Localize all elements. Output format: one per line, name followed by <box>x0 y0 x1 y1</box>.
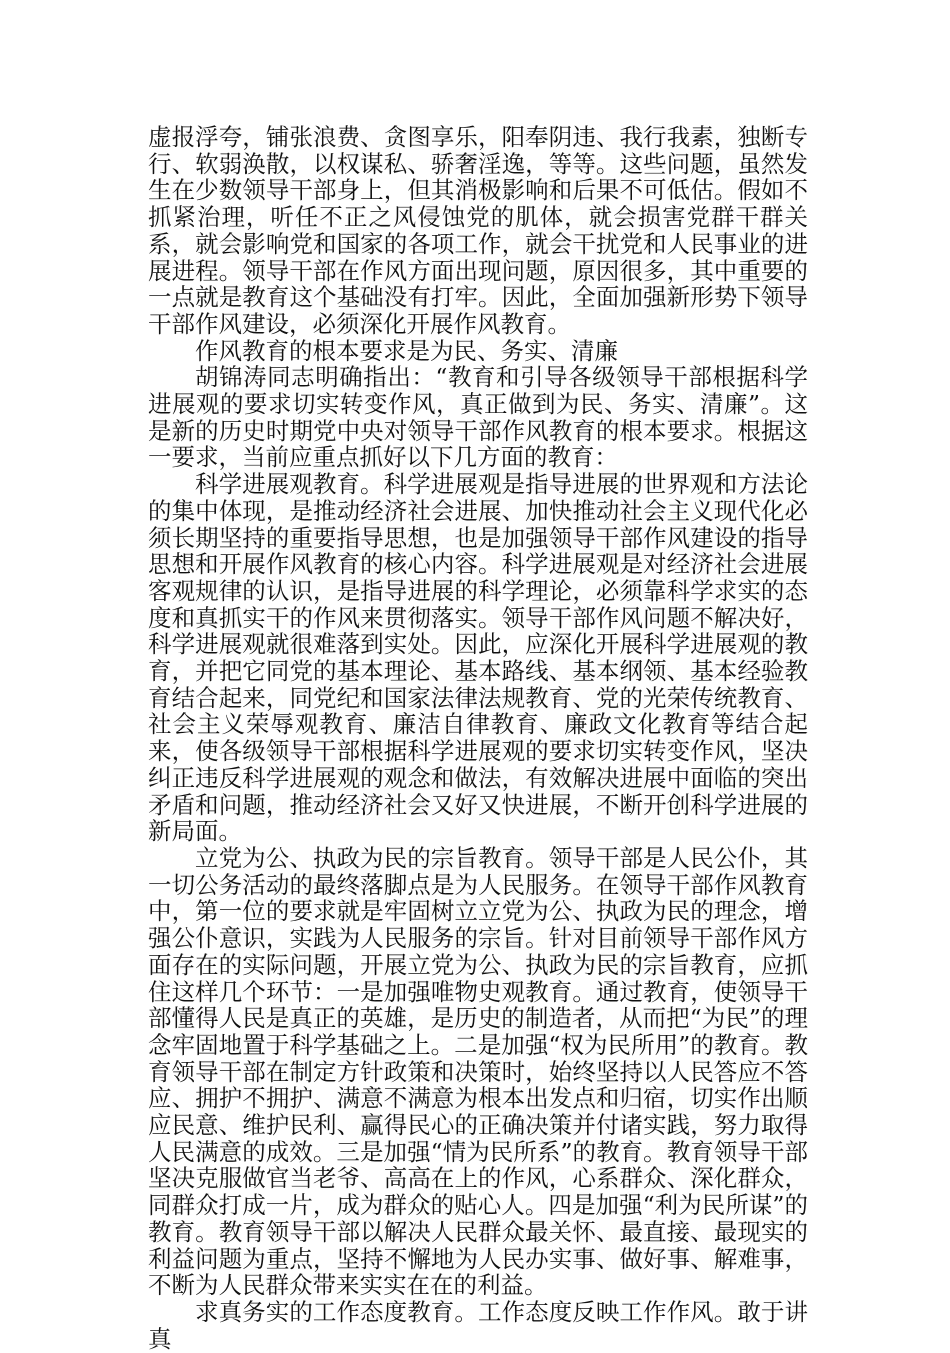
paragraph-heading-requirements: 作风教育的根本要求是为民、务实、清廉 <box>195 336 618 365</box>
paragraph-scientific-development: 科学进展观教育。科学进展观是指导进展的世界观和方法论的集中体现，是推动经济社会进展、加快推动社会主义现代化必须长期坚持的重要指导思想，也是加强领导干部作风建设的指导思想和开展作风教育的核心内容。科学进展观是对经济社会进展客观规律的认识，是指导进展的科学理论，必须靠科学求实的态度和真抓实干的作风来贯彻落实。领导干部作风问题不解决好，科学进展观就很难落到实处。因此，应深化开展科学进展观的教育，并把它同党的基本理论、基本路线、基本纲领、基本经验教育结合起来，同党纪和国家法律法规教育、党的光荣传统教育、社会主义荣辱观教育、廉洁自律教育、廉政文化教育等结合起来，使各级领导干部根据科学进展观的要求切实转变作风，坚决纠正违反科学进展观的观念和做法，有效解决进展中面临的突出矛盾和问题，推动经济社会又好又快进展，不断开创科学进展的新局面。 <box>148 470 808 846</box>
paragraph-1: 虚报浮夸，铺张浪费、贪图享乐，阳奉阴违、我行我素，独断专行、软弱涣散，以权谋私、骄奢淫逸，等等。这些问题，虽然发生在少数领导干部身上，但其消极影响和后果不可低估。假如不抓紧治理，听任不正之风侵蚀党的肌体，就会损害党群干群关系，就会影响党和国家的各项工作，就会干扰党和人民事业的进展进程。领导干部在作风方面出现问题，原因很多，其中重要的一点就是教育这个基础没有打牢。因此，全面加强新形势下领导干部作风建设，必须深化开展作风教育。 <box>148 123 808 338</box>
document-body <box>148 124 808 1352</box>
paragraph-3: 胡锦涛同志明确指出：“教育和引导各级领导干部根据科学进展观的要求切实转变作风，真正做到为民、务实、清廉”。这是新的历史时期党中央对领导干部作风教育的根本要求。根据这一要求，当前应重点抓好以下几方面的教育： <box>148 363 808 472</box>
paragraph-purpose-education: 立党为公、执政为民的宗旨教育。领导干部是人民公仆，其一切公务活动的最终落脚点是为人民服务。在领导干部作风教育中，第一位的要求就是牢固树立立党为公、执政为民的理念，增强公仆意识，实践为人民服务的宗旨。针对目前领导干部作风方面存在的实际问题，开展立党为公、执政为民的宗旨教育，应抓住这样几个环节：一是加强唯物史观教育。通过教育，使领导干部懂得人民是真正的英雄，是历史的制造者，从而把“为民”的理念牢固地置于科学基础之上。二是加强“权为民所用”的教育。教育领导干部在制定方针政策和决策时，始终坚持以人民答应不答应、拥护不拥护、满意不满意为根本出发点和归宿，切实作出顺应民意、维护民利、赢得民心的正确决策并付诸实践，努力取得人民满意的成效。三是加强“情为民所系”的教育。教育领导干部坚决克服做官当老爷、高高在上的作风，心系群众、深化群众，同群众打成一片，成为群众的贴心人。四是加强“利为民所谋”的教育。教育领导干部以解决人民群众最关怀、最直接、最现实的利益问题为重点，坚持不懈地为人民办实事、做好事、解难事，不断为人民群众带来实实在在的利益。 <box>148 843 808 1300</box>
paragraph-work-attitude: 求真务实的工作态度教育。工作态度反映工作作风。敢于讲真 <box>148 1297 808 1353</box>
